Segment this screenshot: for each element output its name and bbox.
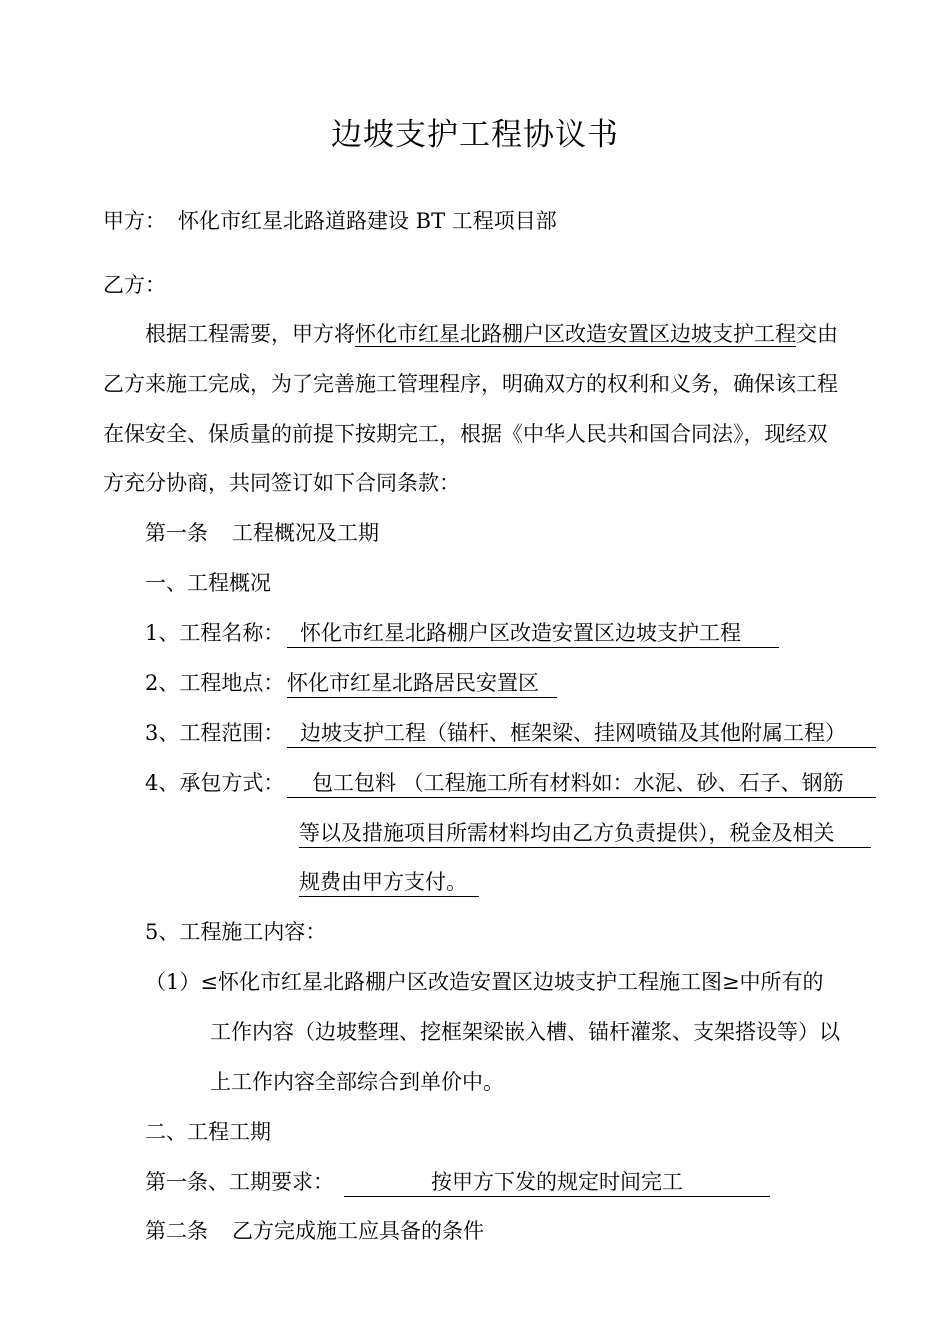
item-2-value: 怀化市红星北路居民安置区 xyxy=(287,668,557,698)
item-1-label: 1、工程名称： xyxy=(145,621,285,645)
intro-paragraph-line2: 乙方来施工完成，为了完善施工管理程序，明确双方的权利和义务，确保该工程 xyxy=(103,372,838,396)
party-a-label: 甲方： xyxy=(103,209,166,233)
content-item-line3: 上工作内容全部综合到单价中。 xyxy=(210,1070,504,1094)
schedule-requirement-value: 按甲方下发的规定时间完工 xyxy=(344,1167,770,1197)
intro-paragraph-line4: 方充分协商，共同签订如下合同条款： xyxy=(103,471,460,495)
content-item-line1: （1）≤怀化市红星北路棚户区改造安置区边坡支护工程施工图≥中所有的 xyxy=(145,970,824,994)
section-1-heading: 一、工程概况 xyxy=(145,571,271,595)
item-2-label: 2、工程地点： xyxy=(145,671,285,695)
schedule-requirement-label: 第一条、工期要求： xyxy=(145,1170,334,1194)
item-5-label: 5、工程施工内容： xyxy=(145,920,327,944)
party-b-label: 乙方： xyxy=(103,273,166,297)
article-2-number: 第二条 xyxy=(145,1219,208,1243)
intro-project-name: 怀化市红星北路棚户区改造安置区边坡支护工程 xyxy=(355,322,796,346)
article-1-heading xyxy=(145,518,379,548)
item-4-value-line2: 等以及措施项目所需材料均由乙方负责提供），税金及相关 xyxy=(299,818,871,848)
intro-suffix: 交由 xyxy=(796,322,838,346)
item-4-label: 4、承包方式： xyxy=(145,771,285,795)
section-2-heading: 二、工程工期 xyxy=(145,1120,271,1144)
item-1-value: 怀化市红星北路棚户区改造安置区边坡支护工程 xyxy=(287,618,779,648)
item-4-value-line3: 规费由甲方支付。 xyxy=(299,867,479,897)
document-title: 边坡支护工程协议书 xyxy=(331,117,619,153)
item-4-value-line1: 包工包料 （工程施工所有材料如：水泥、砂、石子、钢筋 xyxy=(287,768,876,798)
intro-prefix: 根据工程需要，甲方将 xyxy=(145,322,355,346)
article-2-title: 乙方完成施工应具备的条件 xyxy=(232,1219,484,1243)
article-1-title: 工程概况及工期 xyxy=(232,521,379,545)
party-a-value: 怀化市红星北路道路建设 BT 工程项目部 xyxy=(178,209,557,233)
intro-paragraph-line3: 在保安全、保质量的前提下按期完工，根据《中华人民共和国合同法》，现经双 xyxy=(103,422,828,446)
article-2-heading xyxy=(145,1216,484,1246)
item-3-value: 边坡支护工程（锚杆、框架梁、挂网喷锚及其他附属工程） xyxy=(287,718,876,748)
content-item-line2: 工作内容（边坡整理、挖框架梁嵌入槽、锚杆灌浆、支架搭设等）以 xyxy=(210,1020,840,1044)
item-3-label: 3、工程范围： xyxy=(145,721,285,745)
article-1-number: 第一条 xyxy=(145,521,208,545)
intro-paragraph-line1 xyxy=(145,319,838,349)
